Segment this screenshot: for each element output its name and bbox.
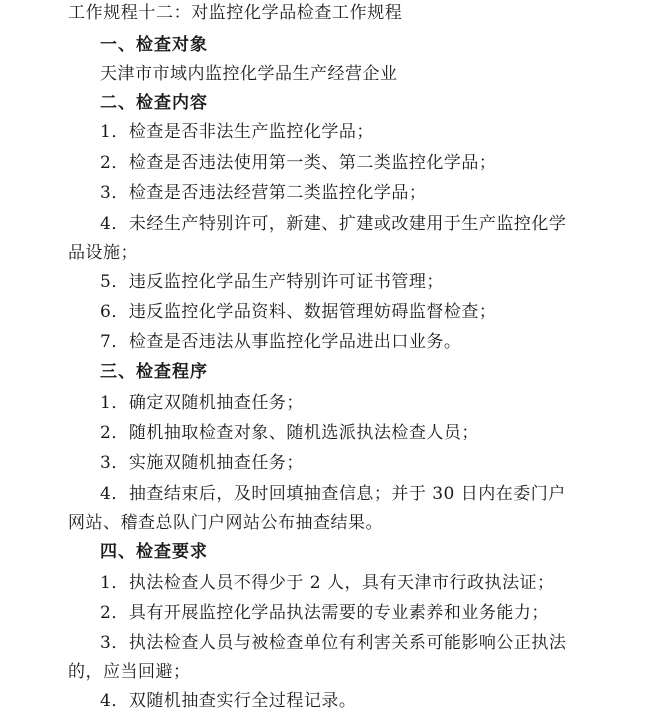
section-heading-procedure: 三、检查程序 [100,362,208,382]
section-heading-objects: 一、检查对象 [100,35,208,55]
list-item: 7．检查是否违法从事监控化学品进出口业务。 [100,332,462,352]
list-item: 6．违反监控化学品资料、数据管理妨碍监督检查； [100,302,497,322]
list-item: 1．确定双随机抽查任务； [100,393,304,413]
list-item: 4．双随机抽查实行全过程记录。 [100,691,357,711]
list-item-continuation: 品设施； [68,243,138,263]
list-item-continuation: 网站、稽查总队门户网站公布抽查结果。 [68,513,383,533]
list-item: 4．未经生产特别许可，新建、扩建或改建用于生产监控化学 [100,214,567,234]
section-line: 天津市市域内监控化学品生产经营企业 [100,64,398,84]
list-item: 4．抽查结束后，及时回填抽查信息；并于 30 日内在委门户 [100,484,566,504]
list-item: 5．违反监控化学品生产特别许可证书管理； [100,272,444,292]
list-item: 2．具有开展监控化学品执法需要的专业素养和业务能力； [100,603,549,623]
list-item: 3．执法检查人员与被检查单位有利害关系可能影响公正执法 [100,633,567,653]
section-heading-requirements: 四、检查要求 [100,542,208,562]
list-item: 1．检查是否非法生产监控化学品； [100,122,374,142]
list-item: 3．检查是否违法经营第二类监控化学品； [100,183,427,203]
list-item: 3．实施双随机抽查任务； [100,453,304,473]
list-item-continuation: 的，应当回避； [68,662,191,682]
document-title: 工作规程十二：对监控化学品检查工作规程 [68,3,403,23]
list-item: 1．执法检查人员不得少于 2 人，具有天津市行政执法证； [100,573,555,593]
section-heading-content: 二、检查内容 [100,93,208,113]
list-item: 2．随机抽取检查对象、随机选派执法检查人员； [100,423,479,443]
list-item: 2．检查是否违法使用第一类、第二类监控化学品； [100,153,497,173]
